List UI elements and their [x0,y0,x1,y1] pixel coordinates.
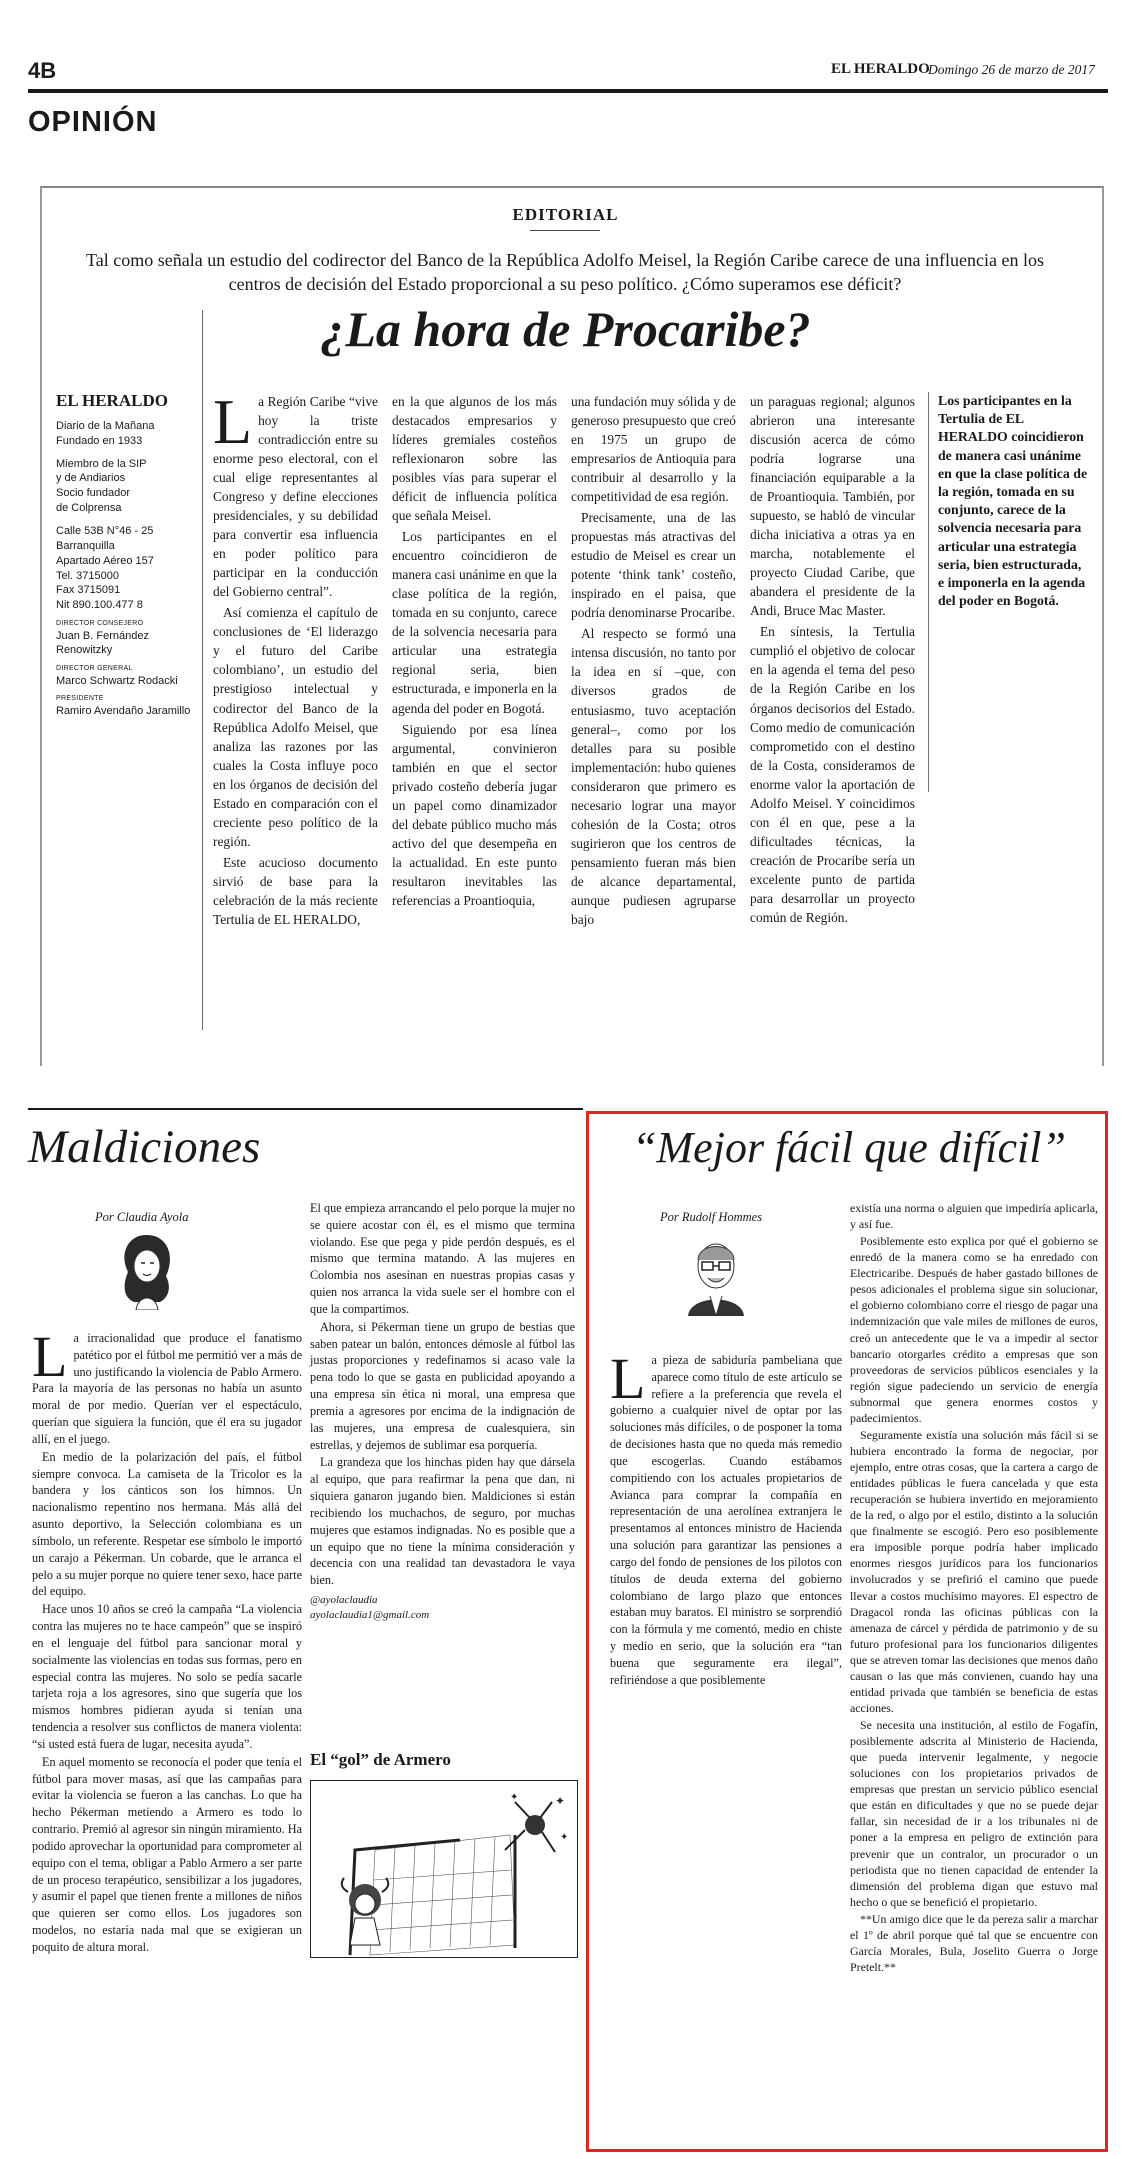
paragraph: Ahora, si Pékerman tiene un grupo de bestias que saben patear un balón, entonces démosle al fútbol las justas proporciones y redefinamos si acaso vale la pena todo lo que se gasta en publicidad apoyando a una empresa sin ética ni moral, una empresa que premia a agresores por encima de la indignación de las mujeres, una empresa de cualesquiera, sin estrellas, y dejemos de sublimar esa porquería. [310,1319,575,1452]
paragraph: un paraguas regional; algunos abrieron una interesante discusión acerca de cómo podría lograrse una financiación equiparable a la de Proantioquia. También, por supuesto, se habló de vincular dicha iniciativa a otras ya en marcha, notablemente el proyecto Ciudad Caribe, que abandera el presidente de la Andi, Bruce Mac Master. [750,394,915,619]
paragraph: En síntesis, la Tertulia cumplió el objetivo de colocar en la agenda el tema del peso de la Región Caribe en los órganos decisorios del Estado. Como medio de comunicación comprometido con el destino de la Costa, consideramos de enorme valor la aportación de Adolfo Meisel. Y coincidimos con él en que, pese a la dificultades técnicas, la creación de Procaribe sería un excelente punto de partida para desarrollar un proyecto común de Región. [750,624,915,925]
kicker-underline [530,230,600,231]
section-title: OPINIÓN [28,106,158,138]
paragraph: existía una norma o alguien que impediría aplicarla, y así fue. [850,1201,1098,1232]
editorial-kicker: EDITORIAL [512,205,619,224]
director-general: Marco Schwartz Rodacki [56,674,178,687]
paragraph: a irracionalidad que produce el fanatismo patético por el fútbol me permitió ver a más de uno justificando la violencia de Pablo Armero. Para la mayoría de las personas no había un asunto moral de por medio. Querían ver el espectáculo, querían que siguiera la función, que él era su jugador allí, en el juego. [32,1331,302,1446]
author-email[interactable]: ayolaclaudia1@gmail.com [310,1609,430,1622]
masthead-line: Fax 3715091 [56,584,121,597]
masthead-line: Tel. 3715000 [56,569,119,582]
editorial-column-3 [571,392,736,931]
masthead-line: Apartado Aéreo 157 [56,554,154,567]
masthead-info [56,419,196,613]
masthead-line: Barranquilla [56,539,115,552]
hommes-column-1 [610,1346,842,1690]
author-handle[interactable]: @ayolaclaudia [310,1594,378,1607]
paragraph: En aquel momento se reconocía el poder que tenía el fútbol para mover masas, así que las campañas para evitar la violencia se fueron a las canchas. Lo que ha hecho Pékerman metiendo a Armero es todo lo contrario. Premió al agresor sin ningún miramiento. Ha podido aprovechar la oportunidad para comprometer al equipo con el tema, obligar a Pablo Armero a ser parte de un proceso terapéutico, sensibilizar a los jugadores, y asumir el papel que tienen frente a millones de niños que quieren ser como ellos. Los jugadores son modelos, no estaría nada mal que se exigieran un poquito de altura moral. [32,1754,302,1954]
cartoon-illustration [310,1780,578,1958]
paragraph: Se necesita una institución, al estilo de Fogafín, posiblemente adscrita al Ministerio de Hacienda, que pueda intervenir legalmente, y negocie soluciones con los propietarios privados de empresas que prestan un servicio público esencial que están en dificultades y que no se puede dejar fallar, sin necesidad de ir a los tribunales ni de poner a la empresa en peligro de extinción para prevenir que un contralor, un procurador o un periodista que no tienen capacidad de entender la dimensión del problema digan que estuvo mal hecho o que se benefició el propietario. [850,1718,1098,1909]
paragraph: El que empieza arrancando el pelo porque la mujer no se quiere acostar con él, es el mismo que termina violando. Ese que pega y pide perdón después, es el mismo que termina matando. A las mujeres en Colombia nos asesinan en nuestras propias casas y quien nos arranca la vida suele ser el hombre con el que la compartimos. [310,1201,575,1316]
paragraph: Los participantes en el encuentro coincidieron de manera casi unánime en que la clase política de la región, tomada en su conjunto, carece de la solvencia necesaria para articular una estrategia regional seria, bien estructurada, e imponerla en la agenda del poder en Bogotá. [392,529,557,716]
lower-rule [28,1108,583,1110]
director-consejero: Juan B. Fernández Renowitzky [56,629,149,657]
maldiciones-column-1 [32,1324,302,1957]
dropcap: L [610,1346,646,1411]
author-portrait [112,1232,182,1310]
masthead-line: Nit 890.100.477 8 [56,599,143,612]
paragraph: Precisamente, una de las propuestas más atractivas del estudio de Meisel es crear un potente ‘think tank’ costeño, inspirado en el paisa, que podría denominarse Procaribe. [571,510,736,621]
paragraph: Posiblemente esto explica por qué el gobierno se enredó de la manera como se ha enredado con Electricaribe. Después de haber gastado billones de pesos adicionales el problema sigue sin solucionar, el gobierno colombiano corre el riesgo de pagar una indemnización que vale miles de millones de euros, creó un antecedente que le va a impedir al sector bancario otorgarles crédito a empresas que son proveedoras de servicios públicos esenciales y la región sigue padeciendo un servicio de energía subnormal que genera enormes costos y padecimientos. [850,1234,1098,1425]
paragraph: a pieza de sabiduría pambeliana que aparece como título de este artículo se refiere a la preferencia que revela el gobierno a cualquier nivel de optar por las soluciones más difíciles, o de posponer la toma de decisiones hasta que no queda más remedio que escogerlas. Cuando estábamos compitiendo con los actuales propietarios de Avianca para comprar la compañía en representación de una aerolínea extranjera le presentamos al entonces ministro de Hacienda una solución para garantizar las pensiones a cargo del fondo de pensiones de los pilotos con títulos de deuda externa del gobierno colombiano de largo plazo que entonces estaban muy baratos. El ministro se sorprendió con la fórmula y me comentó, medio en chiste y medio en serio, que la solución era “tan buena que seguramente era ilegal”, refiriéndose a que posiblemente [610,1353,842,1687]
masthead-line: de Colprensa [56,502,122,515]
paragraph: una fundación muy sólida y de generoso presupuesto que creó en 1975 un grupo de empresarios de Antioquia para contribuir al desarrollo y la competitividad de esa región. [571,394,736,505]
footnote: **Un amigo dice que le da pereza salir a marchar el 1º de abril porque qué tal que se encuentre con García Morales, Bula, Joselito Guerra o Jorge Pretelt.** [850,1911,1098,1974]
svg-text:✦: ✦ [560,1832,569,1843]
director-consejero-label: DIRECTOR CONSEJERO [56,620,144,628]
paragraph: Al respecto se formó una intensa discusión, no tanto por la idea en sí –que, con diversos grados de entusiasmo, tuvo aceptación general–, como por los detalles para su posible implementación: hubo quienes consideraron que primero es necesario lograr una mayor cohesión de la Costa; otros sugirieron que los centros de pensamiento fueran más bien de alcance departamental, aunque pudiesen agruparse bajo [571,626,736,927]
masthead-line [56,516,196,524]
page-number: 4B [28,58,57,83]
editorial-pullquote: Los participantes en la Tertulia de EL HERALDO coincidieron de manera casi unánime en que la clase política de la región, tomada en su conjunto, carece de la solvencia necesaria para articular una estrategia seria, bien estructurada, e imponerla en la agenda del poder en Bogotá. [938,393,1088,609]
dropcap: L [32,1324,68,1389]
masthead-line: Miembro de la SIP [56,457,147,470]
svg-text:✦: ✦ [510,1792,519,1803]
issue-date: Domingo 26 de marzo de 2017 [928,62,1095,77]
paragraph: a Región Caribe “vive hoy la triste contradicción entre su enorme peso electoral, con el cual elige representantes al Congreso y define elecciones presidenciales, y su debilidad para convertir esa influencia en poder político para participar en la conducción del Gobierno central”. [213,394,378,600]
paragraph: La grandeza que los hinchas piden hay que dársela al equipo, que para reafirmar la pena que dan, ni siquiera ganaron jugando bien. Maldiciones si están recibiendo los muchachos, de seguro, por muchas mujeres que estamos indignadas. No es posible que a un equipo que no tiene la mínima consideración y decencia con una realidad tan devastadora le vaya bien. [310,1455,575,1588]
maldiciones-column-2 [310,1200,575,1623]
svg-text:✦: ✦ [555,1794,566,1808]
paragraph: Seguramente existía una solución más fácil si se hubiera encontrado la forma de negociar, por ejemplo, entre otras cosas, que la cartera a cargo de entidades públicas le fuera cancelada y que esta recuperación se hubiera invertido en mejoramiento de la red, o algo por el estilo, distinto a la solución que finalmente se escogió. Pero eso posiblemente era imposible porque podría haber implicado enormes riesgos jurídicos para los funcionarios involucrados y se prefirió el camino que puede llevar a costos muchísimo mayores. El espectro de Dragacol ronda las oficinas públicas con la amenaza de cárcel y pérdida de patrimonio y de su futuro profesional para los funcionarios diligentes que se atreven tomar las decisiones que menos daño causan o las que más convienen, cuando hay una entidad privada que también se beneficia de estas acciones. [850,1427,1098,1715]
maldiciones-title: Maldiciones [28,1121,261,1173]
paragraph: Siguiendo por esa línea argumental, convinieron también en que el sector privado costeño debería jugar un papel como dinamizador del debate público mucho más activo del que desempeña en la actualidad. En este punto resultaron inevitables las referencias a Proantioquia, [392,721,557,908]
hommes-column-2 [850,1200,1098,1976]
paragraph: En medio de la polarización del país, el fútbol siempre convoca. La camiseta de la Tricolor es la bandera y los cánticos son los himnos. Un nacionalismo repentino nos hermana. Más allá del asunto deportivo, la Selección colombiana es un símbolo, un referente. Respetar ese símbolo le importó un carajo a Pékerman. Un cobarde, que le arranca el pelo a su mujer porque no quiere tener sexo, hace parte del equipo. [32,1449,302,1599]
paragraph: Este acucioso documento sirvió de base para la celebración de la más reciente Tertulia de EL HERALDO, [213,854,378,927]
paragraph: Así comienza el capítulo de conclusiones de ‘El liderazgo y el futuro del Caribe colombiano’, un estudio del prestigioso intelectual y codirector del Banco de la República Adolfo Meisel, que analiza las razones por las cuales la Costa influye poco en los órganos de decisión del Estado en comparación con el creciente peso político de la región. [213,605,378,849]
editorial-headline: ¿La hora de Procaribe? [320,301,811,357]
presidente: Ramiro Avendaño Jaramillo [56,704,191,717]
dropcap: L [213,386,253,457]
header-rule [28,89,1108,93]
editorial-deck: Tal como señala un estudio del codirector del Banco de la República Adolfo Meisel, la Región Caribe carece de una influencia en los centros de decisión del Estado proporcional a su peso político. ¿Cómo superamos ese déficit? [86,250,1044,295]
author-portrait [680,1232,752,1316]
cartoon-title: El “gol” de Armero [310,1750,451,1769]
masthead-line: Fundado en 1933 [56,434,143,447]
paper-name: EL HERALDO [831,61,930,77]
masthead [56,390,196,719]
maldiciones-byline: Por Claudia Ayola [95,1210,189,1224]
masthead-line [56,449,196,457]
editorial-column-2 [392,392,557,912]
masthead-logo: EL HERALDO [56,391,168,410]
pullquote-divider [928,392,929,792]
director-general-label: DIRECTOR GENERAL [56,665,133,673]
masthead-divider [202,310,203,1030]
masthead-line: y de Andiarios [56,472,126,485]
editorial-column-1 [213,386,378,931]
presidente-label: PRESIDENTE [56,695,104,703]
paragraph: Hace unos 10 años se creó la campaña “La violencia contra las mujeres no te hace campeón” que se inspiró en el lenguaje del fútbol para sancionar moral y socialmente las violencias en todas sus formas, pero en especial contra las mujeres. No solo se pedía sacarle tarjeta roja a los agresores, sino que sugería que los mismos hombres pidieran ayuda si tenían una tendencia a resolver sus conflictos de manera violenta: “si usted está fuera de lugar, necesita ayuda”. [32,1602,302,1751]
masthead-line: Calle 53B N°46 - 25 [56,525,154,537]
paragraph: en la que algunos de los más destacados empresarios y líderes gremiales costeños reflexionaron sobre las posibles vías para superar el déficit de influencia política que señala Meisel. [392,394,557,524]
masthead-line: Socio fundador [56,487,130,500]
hommes-byline: Por Rudolf Hommes [660,1210,763,1224]
masthead-line: Diario de la Mañana [56,419,155,432]
hommes-title: “Mejor fácil que difícil” [632,1123,1066,1172]
editorial-column-4 [750,392,915,929]
